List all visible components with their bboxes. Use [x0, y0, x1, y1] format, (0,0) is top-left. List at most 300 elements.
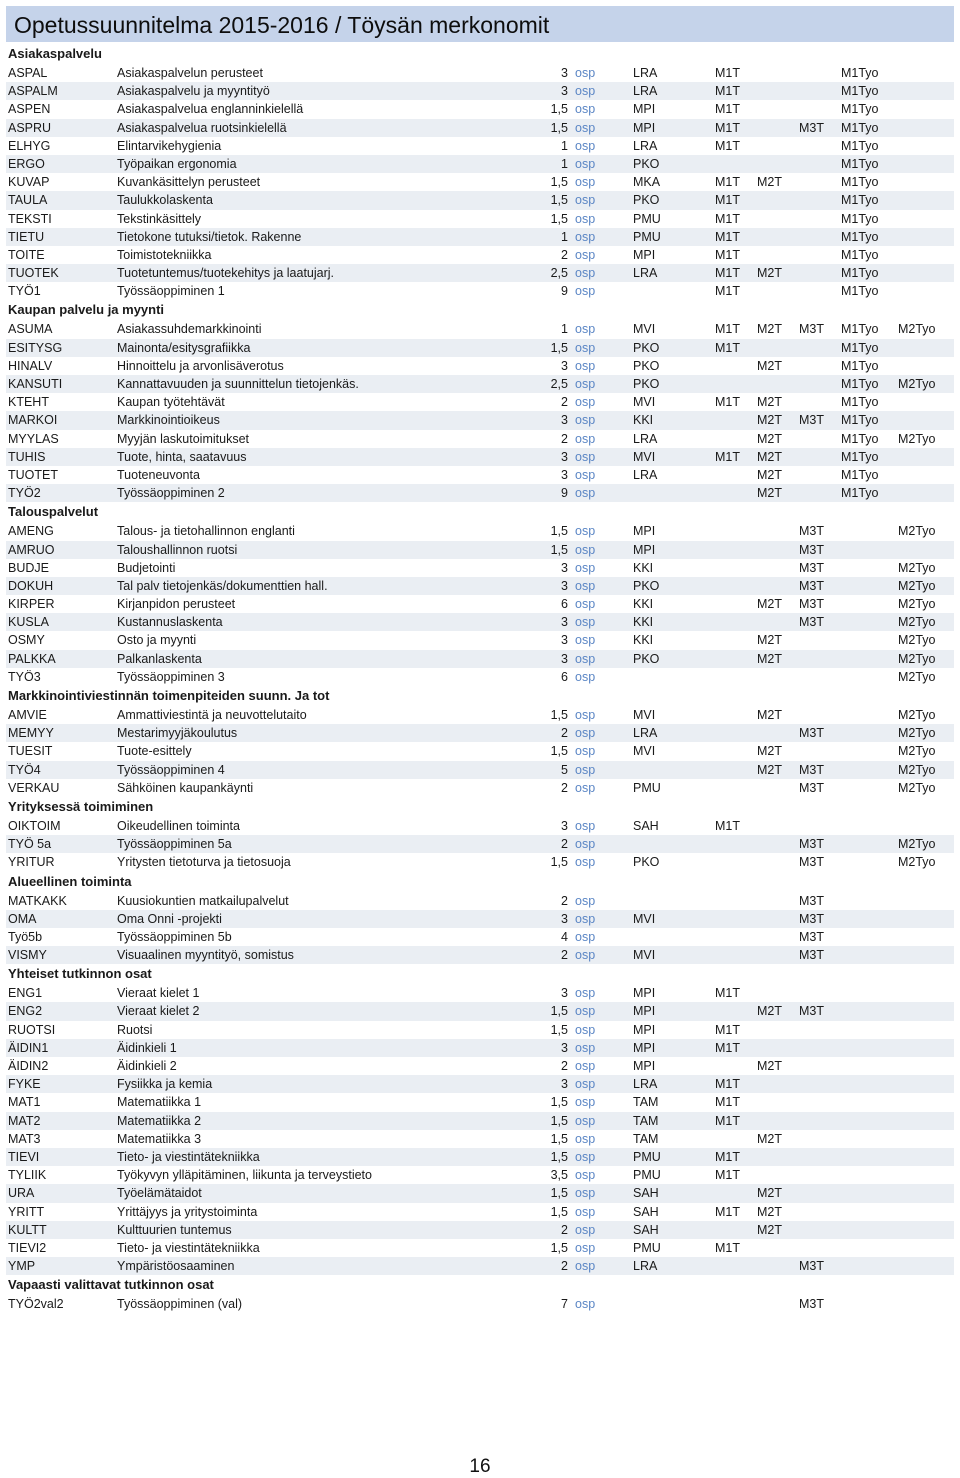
course-credits: 1 [561, 322, 568, 337]
course-credits: 3 [561, 449, 568, 464]
table-row [6, 761, 954, 779]
group-m2t: M2T [757, 1131, 782, 1146]
teacher-code: PMU [633, 1168, 661, 1183]
table-row [6, 892, 954, 910]
group-m1tyo: M1Tyo [841, 266, 879, 281]
course-name: Työkyvyn ylläpitäminen, liikunta ja terveystieto [117, 1168, 372, 1183]
course-credits: 2,5 [550, 266, 568, 281]
course-name: Matematiikka 1 [117, 1095, 202, 1110]
course-name: Tuote-esittely [117, 744, 192, 759]
teacher-code: TAM [633, 1095, 659, 1110]
table-row [6, 631, 954, 649]
course-code: YMP [8, 1259, 36, 1274]
credit-unit: osp [575, 102, 596, 117]
course-code: OMA [8, 911, 37, 926]
group-m1t: M1T [715, 340, 740, 355]
course-credits: 3 [561, 84, 568, 99]
course-name: Kaupan työtehtävät [117, 395, 225, 410]
credit-unit: osp [575, 669, 596, 684]
teacher-code: MPI [633, 1004, 656, 1019]
credit-unit: osp [575, 211, 596, 226]
course-credits: 3 [561, 66, 568, 80]
group-m2tyo: M2Tyo [898, 651, 936, 666]
course-code: TYÖ3 [8, 669, 41, 684]
table-row [6, 228, 954, 246]
group-m2t: M2T [757, 413, 782, 428]
course-name: Osto ja myynti [117, 633, 197, 648]
teacher-code: LRA [633, 726, 658, 741]
credit-unit: osp [575, 744, 596, 759]
page-number: 16 [469, 1456, 491, 1477]
group-m2t: M2T [757, 358, 782, 373]
credit-unit: osp [575, 1077, 596, 1092]
credit-unit: osp [575, 524, 596, 539]
course-code: AMENG [8, 524, 54, 539]
teacher-code: LRA [633, 1077, 658, 1092]
course-credits: 6 [561, 597, 568, 612]
course-name: Ammattiviestintä ja neuvottelutaito [117, 708, 307, 722]
table-row [6, 264, 954, 282]
teacher-code: KKI [633, 633, 654, 648]
table-row [6, 650, 954, 668]
course-name: Työssäoppiminen 2 [117, 486, 225, 501]
course-code: TYÖ2val2 [8, 1297, 64, 1312]
table-row [6, 430, 954, 448]
teacher-code: LRA [633, 84, 658, 99]
course-credits: 1,5 [550, 855, 568, 870]
course-code: VERKAU [8, 780, 60, 795]
teacher-code: MPI [633, 1040, 656, 1055]
group-m1t: M1T [715, 818, 740, 833]
teacher-code: KKI [633, 560, 654, 575]
credit-unit: osp [575, 542, 596, 557]
credit-unit: osp [575, 1022, 596, 1037]
course-name: Kannattavuuden ja suunnittelun tietojenkäs. [117, 377, 359, 391]
course-code: ENG1 [8, 986, 43, 1001]
credit-unit: osp [575, 597, 596, 612]
course-name: Mainonta/esitysgrafiikka [117, 340, 251, 355]
table-row [6, 1239, 954, 1257]
course-code: OSMY [8, 633, 45, 648]
course-name: Myyjän laskutoimitukset [117, 431, 249, 446]
credit-unit: osp [575, 358, 596, 373]
course-name: Asiakaspalvelun perusteet [117, 66, 263, 80]
course-credits: 3 [561, 911, 568, 926]
course-name: Tieto- ja viestintätekniikka [117, 1149, 260, 1164]
course-code: ASPALM [8, 84, 58, 99]
group-m1tyo: M1Tyo [841, 377, 879, 391]
group-m3t: M3T [799, 120, 824, 135]
course-name: Kustannuslaskenta [117, 615, 223, 630]
credit-unit: osp [575, 322, 596, 337]
teacher-code: MVI [633, 744, 656, 759]
group-m2tyo: M2Tyo [898, 431, 936, 446]
group-m2t: M2T [757, 597, 782, 612]
course-credits: 2 [561, 948, 568, 963]
course-code: MYYLAS [8, 431, 59, 446]
group-m2t: M2T [757, 762, 782, 777]
course-name: Vieraat kielet 2 [117, 1004, 200, 1019]
credit-unit: osp [575, 1040, 596, 1055]
course-code: KULTT [8, 1222, 47, 1237]
group-m2t: M2T [757, 1059, 782, 1073]
teacher-code: MKA [633, 175, 661, 190]
course-credits: 2 [561, 1259, 568, 1274]
teacher-code: PKO [633, 358, 660, 373]
course-name: Äidinkieli 2 [117, 1059, 177, 1073]
teacher-code: PMU [633, 1240, 661, 1255]
course-code: Työ5b [8, 929, 43, 944]
group-m1tyo: M1Tyo [841, 156, 879, 171]
course-code: MAT2 [8, 1113, 41, 1128]
course-name: Tuotetuntemus/tuotekehitys ja laatujarj. [117, 266, 335, 281]
course-name: Oikeudellinen toiminta [117, 818, 240, 833]
course-name: Ruotsi [117, 1022, 153, 1037]
teacher-code: MPI [633, 542, 656, 557]
course-credits: 1,5 [550, 744, 568, 759]
teacher-code: KKI [633, 615, 654, 630]
group-m1t: M1T [715, 1040, 740, 1055]
table-row [6, 1021, 954, 1039]
course-name: Asiakassuhdemarkkinointi [117, 322, 262, 337]
table-row [6, 246, 954, 264]
group-m2t: M2T [757, 486, 782, 501]
teacher-code: MPI [633, 1022, 656, 1037]
table-row [6, 1184, 954, 1202]
credit-unit: osp [575, 120, 596, 135]
course-code: PALKKA [8, 651, 56, 666]
course-code: MARKOI [8, 413, 58, 428]
group-m3t: M3T [799, 855, 824, 870]
group-m1t: M1T [715, 449, 740, 464]
course-credits: 1,5 [550, 1095, 568, 1110]
teacher-code: SAH [633, 818, 659, 833]
course-name: Työssäoppiminen 1 [117, 284, 225, 299]
group-m2tyo: M2Tyo [898, 322, 936, 337]
credit-unit: osp [575, 1059, 596, 1073]
table-row [6, 155, 954, 173]
course-name: Talous- ja tietohallinnon englanti [117, 524, 295, 539]
group-m3t: M3T [799, 726, 824, 741]
credit-unit: osp [575, 229, 596, 244]
group-m1t: M1T [715, 266, 740, 281]
table-row [6, 779, 954, 797]
course-code: KANSUTI [8, 377, 63, 391]
section [6, 44, 954, 300]
credit-unit: osp [575, 1004, 596, 1019]
section [6, 686, 954, 797]
course-code: TIETU [8, 229, 45, 244]
group-m1t: M1T [715, 284, 740, 299]
course-credits: 3 [561, 578, 568, 593]
teacher-code: PMU [633, 229, 661, 244]
course-name: Kuvankäsittelyn perusteet [117, 175, 261, 190]
table-row [6, 466, 954, 484]
teacher-code: MVI [633, 708, 656, 722]
table-row [6, 1130, 954, 1148]
table-row [6, 1093, 954, 1111]
course-credits: 6 [561, 669, 568, 684]
group-m1t: M1T [715, 1113, 740, 1128]
course-code: ÄIDIN1 [8, 1040, 49, 1055]
teacher-code: MPI [633, 986, 656, 1001]
group-m1tyo: M1Tyo [841, 413, 879, 428]
credit-unit: osp [575, 911, 596, 926]
course-code: AMVIE [8, 708, 47, 722]
credit-unit: osp [575, 837, 596, 852]
course-credits: 1,5 [550, 340, 568, 355]
teacher-code: PKO [633, 651, 660, 666]
section-header: Markkinointiviestinnän toimenpiteiden suunn. Ja tot [8, 688, 330, 703]
teacher-code: MPI [633, 1059, 656, 1073]
curriculum-table [6, 44, 954, 1313]
section-header: Talouspalvelut [8, 504, 99, 520]
course-name: Asiakaspalvelua englanninkielellä [117, 102, 304, 117]
group-m1tyo: M1Tyo [841, 138, 879, 153]
course-name: Työssäoppiminen 4 [117, 762, 225, 777]
group-m2t: M2T [757, 266, 782, 281]
course-code: OIKTOIM [8, 818, 61, 833]
group-m3t: M3T [799, 615, 824, 630]
course-name: Vieraat kielet 1 [117, 986, 200, 1001]
group-m3t: M3T [799, 1297, 824, 1312]
table-row [6, 357, 954, 375]
group-m1t: M1T [715, 175, 740, 190]
course-code: ESITYSG [8, 340, 63, 355]
course-credits: 3 [561, 986, 568, 1001]
table-row [6, 282, 954, 300]
section [6, 964, 954, 1275]
group-m1tyo: M1Tyo [841, 395, 879, 410]
table-row [6, 411, 954, 429]
course-credits: 3 [561, 651, 568, 666]
group-m3t: M3T [799, 893, 824, 908]
course-name: Taulukkolaskenta [117, 193, 213, 208]
course-code: TYÖ2 [8, 486, 41, 501]
course-credits: 2 [561, 893, 568, 908]
credit-unit: osp [575, 1240, 596, 1255]
course-code: DOKUH [8, 578, 54, 593]
course-code: ASPEN [8, 102, 51, 117]
course-name: Mestarimyyjäkoulutus [117, 726, 238, 741]
teacher-code: TAM [633, 1113, 659, 1128]
table-row [6, 706, 954, 724]
course-credits: 4 [561, 929, 568, 944]
teacher-code: MPI [633, 102, 656, 117]
group-m1tyo: M1Tyo [841, 431, 879, 446]
teacher-code: LRA [633, 1259, 658, 1274]
teacher-code: LRA [633, 467, 658, 482]
credit-unit: osp [575, 633, 596, 648]
table-row [6, 853, 954, 871]
section-header: Alueellinen toiminta [8, 873, 132, 889]
course-code: TUOTEK [8, 266, 59, 281]
course-credits: 1 [561, 229, 568, 244]
course-credits: 3 [561, 615, 568, 630]
course-name: Työpaikan ergonomia [117, 156, 237, 171]
credit-unit: osp [575, 266, 596, 281]
credit-unit: osp [575, 156, 596, 171]
section-header: Yhteiset tutkinnon osat [8, 966, 152, 982]
table-row [6, 1002, 954, 1020]
course-credits: 3 [561, 1040, 568, 1055]
course-credits: 1,5 [550, 1149, 568, 1164]
group-m2tyo: M2Tyo [898, 597, 936, 612]
course-credits: 2 [561, 247, 568, 262]
group-m2t: M2T [757, 1204, 782, 1219]
course-credits: 2 [561, 837, 568, 852]
section-header: Vapaasti valittavat tutkinnon osat [8, 1277, 214, 1293]
credit-unit: osp [575, 284, 596, 299]
course-code: KIRPER [8, 597, 55, 612]
credit-unit: osp [575, 615, 596, 630]
group-m1t: M1T [715, 84, 740, 99]
credit-unit: osp [575, 948, 596, 963]
course-credits: 1,5 [550, 1186, 568, 1201]
course-code: KUVAP [8, 175, 50, 190]
course-credits: 3 [561, 633, 568, 648]
credit-unit: osp [575, 893, 596, 908]
course-credits: 1,5 [550, 1113, 568, 1128]
table-row [6, 448, 954, 466]
group-m1t: M1T [715, 322, 740, 337]
course-code: TIEVI [8, 1149, 40, 1164]
credit-unit: osp [575, 818, 596, 833]
group-m1tyo: M1Tyo [841, 486, 879, 501]
table-row [6, 724, 954, 742]
table-row [6, 320, 954, 338]
group-m1t: M1T [715, 986, 740, 1001]
group-m2tyo: M2Tyo [898, 837, 936, 852]
course-code: BUDJE [8, 560, 49, 575]
course-name: Hinnoittelu ja arvonlisäverotus [117, 358, 284, 373]
teacher-code: SAH [633, 1204, 659, 1219]
course-credits: 2 [561, 1059, 568, 1073]
course-code: TAULA [8, 193, 48, 208]
course-credits: 1,5 [550, 1131, 568, 1146]
table-row [6, 100, 954, 118]
teacher-code: PMU [633, 780, 661, 795]
table-row [6, 817, 954, 835]
course-code: ENG2 [8, 1004, 43, 1019]
course-code: YRITUR [8, 855, 55, 870]
table-row [6, 1295, 954, 1313]
teacher-code: SAH [633, 1186, 659, 1201]
course-credits: 1,5 [550, 1004, 568, 1019]
course-code: MATKAKK [8, 893, 67, 908]
course-credits: 9 [561, 486, 568, 501]
course-credits: 2 [561, 726, 568, 741]
credit-unit: osp [575, 1168, 596, 1183]
course-code: TYÖ4 [8, 762, 41, 777]
credit-unit: osp [575, 1186, 596, 1201]
credit-unit: osp [575, 449, 596, 464]
course-code: YRITT [8, 1204, 45, 1219]
credit-unit: osp [575, 395, 596, 410]
group-m2tyo: M2Tyo [898, 633, 936, 648]
course-credits: 2 [561, 780, 568, 795]
page-title: Opetussuunnitelma 2015-2016 / Töysän merkonomit [6, 6, 954, 42]
teacher-code: PKO [633, 578, 660, 593]
teacher-code: MVI [633, 948, 656, 963]
credit-unit: osp [575, 431, 596, 446]
table-row [6, 910, 954, 928]
credit-unit: osp [575, 486, 596, 501]
teacher-code: LRA [633, 66, 658, 80]
group-m1t: M1T [715, 1168, 740, 1183]
teacher-code: MPI [633, 247, 656, 262]
group-m1t: M1T [715, 229, 740, 244]
group-m2tyo: M2Tyo [898, 855, 936, 870]
credit-unit: osp [575, 413, 596, 428]
group-m3t: M3T [799, 780, 824, 795]
teacher-code: MVI [633, 911, 656, 926]
group-m1t: M1T [715, 1077, 740, 1092]
group-m1t: M1T [715, 1149, 740, 1164]
course-credits: 9 [561, 284, 568, 299]
course-name: Yritysten tietoturva ja tietosuoja [117, 855, 291, 870]
course-code: TIEVI2 [8, 1240, 47, 1255]
course-credits: 1,5 [550, 102, 568, 117]
credit-unit: osp [575, 1149, 596, 1164]
course-name: Työssäoppiminen 5a [117, 837, 232, 852]
course-credits: 3 [561, 467, 568, 482]
group-m2tyo: M2Tyo [898, 669, 936, 684]
table-row [6, 559, 954, 577]
group-m1tyo: M1Tyo [841, 193, 879, 208]
course-name: Kulttuurien tuntemus [117, 1222, 232, 1237]
teacher-code: MPI [633, 524, 656, 539]
group-m2tyo: M2Tyo [898, 377, 936, 391]
course-name: Työssäoppiminen 3 [117, 669, 225, 684]
teacher-code: PMU [633, 1149, 661, 1164]
credit-unit: osp [575, 84, 596, 99]
table-row [6, 64, 954, 82]
credit-unit: osp [575, 560, 596, 575]
section [6, 797, 954, 872]
course-credits: 2 [561, 1222, 568, 1237]
course-credits: 3,5 [550, 1168, 568, 1183]
group-m2t: M2T [757, 467, 782, 482]
table-row [6, 1112, 954, 1130]
course-name: Palkanlaskenta [117, 651, 202, 666]
group-m2t: M2T [757, 431, 782, 446]
table-row [6, 742, 954, 760]
table-row [6, 1221, 954, 1239]
credit-unit: osp [575, 1297, 596, 1312]
table-row [6, 1057, 954, 1075]
course-code: TYÖ1 [8, 284, 41, 299]
section [6, 502, 954, 686]
group-m2tyo: M2Tyo [898, 560, 936, 575]
teacher-code: PKO [633, 340, 660, 355]
group-m1t: M1T [715, 193, 740, 208]
course-credits: 1,5 [550, 120, 568, 135]
group-m3t: M3T [799, 524, 824, 539]
course-name: Matematiikka 2 [117, 1113, 202, 1128]
table-row [6, 541, 954, 559]
credit-unit: osp [575, 578, 596, 593]
table-row [6, 339, 954, 357]
group-m1tyo: M1Tyo [841, 175, 879, 190]
course-credits: 1,5 [550, 1022, 568, 1037]
teacher-code: SAH [633, 1222, 659, 1237]
credit-unit: osp [575, 1095, 596, 1110]
table-row [6, 191, 954, 209]
teacher-code: LRA [633, 138, 658, 153]
course-credits: 1,5 [550, 175, 568, 190]
group-m1tyo: M1Tyo [841, 340, 879, 355]
